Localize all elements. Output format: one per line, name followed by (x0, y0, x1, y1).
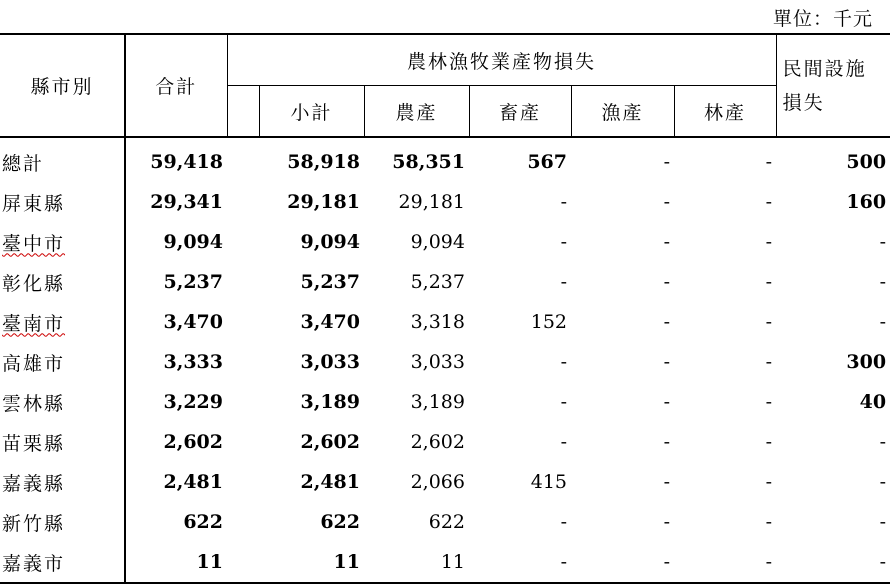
header-forestry: 林產 (674, 86, 776, 138)
region-cell: 嘉義縣 (2, 472, 66, 495)
total-cell: 2,481 (125, 462, 227, 502)
total-cell: 11 (125, 542, 227, 583)
region-cell: 高雄市 (2, 352, 66, 375)
forestry-cell: - (674, 542, 776, 583)
private-cell: - (879, 431, 887, 453)
table-row (0, 422, 890, 462)
table-row (0, 382, 890, 422)
agri-cell: 9,094 (410, 231, 465, 253)
gap-cell (227, 302, 259, 342)
region-text: 臺中市 (2, 232, 66, 255)
agri-cell: 2,602 (410, 431, 465, 453)
livestock-cell: - (560, 511, 567, 533)
region-cell (0, 302, 125, 342)
fishery-cell: - (663, 511, 670, 533)
forestry-cell: - (765, 151, 773, 173)
subtotal-cell: 3,033 (300, 351, 360, 373)
private-cell: - (879, 511, 887, 533)
table-row (0, 342, 890, 382)
forestry-cell: - (765, 271, 773, 293)
subtotal-cell: 2,602 (300, 431, 360, 453)
forestry-cell: - (765, 511, 773, 533)
private-cell: 300 (846, 351, 887, 373)
fishery-cell: - (663, 431, 670, 453)
header-private (776, 34, 890, 137)
total-cell: 622 (125, 502, 227, 542)
gap-cell (227, 422, 259, 462)
private-cell: - (879, 271, 887, 293)
agri-cell: 2,066 (410, 471, 465, 493)
region-cell (0, 222, 125, 262)
header-private-text: 民間設施損失 (782, 57, 867, 114)
livestock-cell: - (469, 542, 571, 583)
livestock-cell: - (560, 431, 567, 453)
header-agri: 農產 (364, 86, 469, 138)
subtotal-cell: 3,470 (300, 311, 360, 333)
loss-table (0, 33, 890, 584)
subtotal-cell: 2,481 (300, 471, 360, 493)
subtotal-cell: 11 (259, 542, 364, 583)
private-cell: - (776, 542, 890, 583)
total-cell: 29,341 (125, 182, 227, 222)
header-subtotal: 小計 (259, 86, 364, 138)
gap-cell (227, 542, 259, 583)
gap-cell (227, 262, 259, 302)
region-cell: 雲林縣 (2, 392, 66, 415)
region-cell: 彰化縣 (2, 272, 66, 295)
livestock-cell: 567 (527, 151, 567, 173)
fishery-cell: - (663, 271, 670, 293)
subtotal-cell: 5,237 (300, 271, 360, 293)
total-cell: 5,237 (125, 262, 227, 302)
agri-cell: 3,189 (410, 391, 465, 413)
header-group: 農林漁牧業產物損失 (227, 34, 776, 86)
private-cell: 40 (859, 391, 887, 413)
header-region: 縣市別 (0, 34, 125, 137)
total-cell: 3,470 (125, 302, 227, 342)
livestock-cell: - (560, 391, 567, 413)
table-body (0, 137, 890, 583)
gap-cell (227, 382, 259, 422)
table-row (0, 302, 890, 342)
table-row (0, 502, 890, 542)
private-cell: - (879, 471, 887, 493)
livestock-cell: - (560, 271, 567, 293)
region-cell: 苗栗縣 (2, 432, 66, 455)
livestock-cell: 152 (530, 311, 567, 333)
fishery-cell: - (663, 351, 670, 373)
table-row (0, 222, 890, 262)
forestry-cell: - (765, 191, 773, 213)
agri-cell: 58,351 (392, 151, 465, 173)
total-cell: 3,229 (125, 382, 227, 422)
livestock-cell: - (560, 191, 567, 213)
forestry-cell: - (765, 391, 773, 413)
region-cell: 總計 (2, 152, 45, 175)
fishery-cell: - (663, 231, 670, 253)
forestry-cell: - (765, 471, 773, 493)
gap-cell (227, 137, 259, 182)
region-cell: 嘉義市 (0, 542, 125, 583)
private-cell: 160 (846, 191, 887, 213)
fishery-cell: - (663, 191, 670, 213)
private-cell: - (879, 311, 887, 333)
forestry-cell: - (765, 311, 773, 333)
header-livestock: 畜產 (469, 86, 571, 138)
header-gap (227, 86, 259, 138)
agri-cell: 3,318 (410, 311, 465, 333)
unit-label: 單位：千元 (772, 8, 873, 30)
agri-cell: 29,181 (398, 191, 465, 213)
livestock-cell: - (560, 231, 567, 253)
agri-cell: 5,237 (410, 271, 465, 293)
table-row (0, 462, 890, 502)
gap-cell (227, 182, 259, 222)
fishery-cell: - (663, 311, 670, 333)
total-cell: 3,333 (125, 342, 227, 382)
subtotal-cell: 9,094 (300, 231, 360, 253)
forestry-cell: - (765, 431, 773, 453)
subtotal-cell: 29,181 (287, 191, 360, 213)
fishery-cell: - (663, 471, 670, 493)
subtotal-cell: 622 (320, 511, 360, 533)
private-cell: 500 (846, 151, 887, 173)
total-cell: 59,418 (125, 137, 227, 182)
subtotal-cell: 58,918 (287, 151, 360, 173)
table-row (0, 182, 890, 222)
table-row (0, 137, 890, 182)
fishery-cell: - (663, 391, 670, 413)
region-cell: 屏東縣 (2, 192, 66, 215)
table-row (0, 262, 890, 302)
region-text: 臺南市 (2, 312, 66, 335)
total-cell: 9,094 (125, 222, 227, 262)
private-cell: - (879, 231, 887, 253)
total-cell: 2,602 (125, 422, 227, 462)
agri-cell: 11 (364, 542, 469, 583)
gap-cell (227, 502, 259, 542)
fishery-cell: - (571, 542, 674, 583)
forestry-cell: - (765, 231, 773, 253)
region-cell: 新竹縣 (2, 512, 66, 535)
header-total: 合計 (125, 34, 227, 137)
livestock-cell: - (560, 351, 567, 373)
gap-cell (227, 462, 259, 502)
livestock-cell: 415 (530, 471, 567, 493)
table-row (0, 542, 890, 583)
gap-cell (227, 222, 259, 262)
agri-cell: 3,033 (410, 351, 465, 373)
subtotal-cell: 3,189 (300, 391, 360, 413)
forestry-cell: - (765, 351, 773, 373)
header-fishery: 漁產 (571, 86, 674, 138)
agri-cell: 622 (428, 511, 465, 533)
fishery-cell: - (663, 151, 670, 173)
gap-cell (227, 342, 259, 382)
